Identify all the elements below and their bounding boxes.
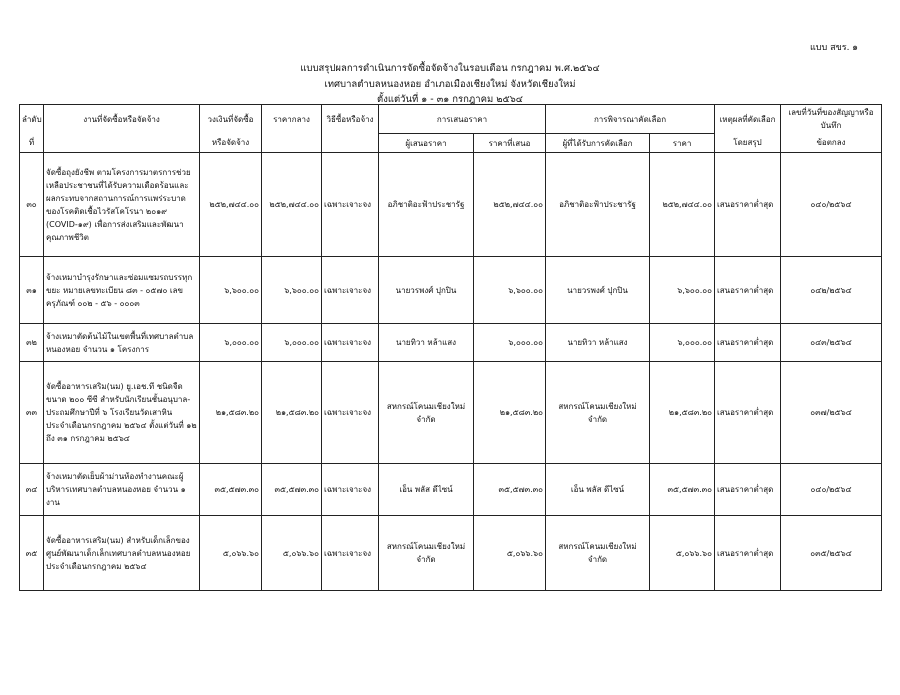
row-contract: ๐๔๒/๒๕๖๔ (781, 257, 882, 324)
table-row (20, 464, 882, 516)
header-reason: เหตุผลที่คัดเลือก (715, 105, 781, 134)
header-offer: การเสนอราคา (379, 105, 546, 134)
row-median: ๕,๐๖๖.๖๐ (262, 516, 322, 591)
row-contract: ๐๔๐/๒๕๖๔ (781, 464, 882, 516)
row-reason: เสนอราคาต่ำสุด (715, 324, 781, 362)
row-contract: ๐๔๓/๒๕๖๔ (781, 324, 882, 362)
form-number: แบบ สขร. ๑ (810, 43, 859, 53)
procurement-table (19, 104, 882, 591)
row-select-name: สหกรณ์โคนมเชียงใหม่ จำกัด (546, 362, 650, 464)
row-median: ๒๕๒,๗๔๔.๐๐ (262, 153, 322, 257)
header-no: ลำดับ (20, 105, 44, 134)
row-select-price: ๖,๐๐๐.๐๐ (650, 324, 715, 362)
report-agency: เทศบาลตำบลหนองหอย อำเภอเมืองเชียงใหม่ จังหวัดเชียงใหม่ (324, 79, 576, 90)
row-select-name: นายวรพงศ์ ปุกปิน (546, 257, 650, 324)
header-method: วิธีซื้อหรือจ้าง (322, 105, 379, 134)
report-period: ตั้งแต่วันที่ ๑ - ๓๑ กรกฎาคม ๒๕๖๔ (377, 94, 523, 105)
header-offer-name: ผู้เสนอราคา (379, 134, 474, 153)
row-offer-price: ๒๕๒,๗๔๔.๐๐ (474, 153, 546, 257)
row-work: จัดซื้ออาหารเสริม(นม) สำหรับเด็กเล็กของศูนย์พัฒนาเด็กเล็กเทศบาลตำบลหนองหอย ประจำเดือนกรกฎาคม ๒๕๖๔ (44, 516, 200, 591)
row-select-price: ๓๕,๕๗๓.๓๐ (650, 464, 715, 516)
row-offer-name: อภิชาติอะฟ้าประชารัฐ (379, 153, 474, 257)
row-median: ๒๑,๕๘๓.๒๐ (262, 362, 322, 464)
row-budget: ๒๑,๕๘๓.๒๐ (200, 362, 262, 464)
row-work: จ้างเหมาบำรุงรักษาและซ่อมแซมรถบรรทุกขยะ หมายเลขทะเบียน ๘๓ - ๐๕๗๐ เลขครุภัณฑ์ ๐๐๒ - ๕๖ - ๐๐๐๓ (44, 257, 200, 324)
header-select-price: ราคา (650, 134, 715, 153)
row-method: เฉพาะเจาะจง (322, 516, 379, 591)
row-select-price: ๒๑,๕๘๓.๒๐ (650, 362, 715, 464)
row-select-price: ๒๕๒,๗๔๔.๐๐ (650, 153, 715, 257)
row-budget: ๓๕,๕๗๓.๓๐ (200, 464, 262, 516)
row-method: เฉพาะเจาะจง (322, 257, 379, 324)
row-work: จ้างเหมาตัดเย็บผ้าม่านห้องทำงานคณะผู้บริหารเทศบาลตำบลหนองหอย จำนวน ๑ งาน (44, 464, 200, 516)
row-select-name: นายทิวา หล้าแสง (546, 324, 650, 362)
row-offer-name: เอ็น พลัส ดีไซน์ (379, 464, 474, 516)
row-median: ๖,๐๐๐.๐๐ (262, 324, 322, 362)
row-no: ๓๕ (20, 516, 44, 591)
header-method-bottom (322, 134, 379, 153)
row-offer-name: นายทิวา หล้าแสง (379, 324, 474, 362)
row-reason: เสนอราคาต่ำสุด (715, 257, 781, 324)
row-contract: ๐๔๐/๒๕๖๔ (781, 153, 882, 257)
row-contract: ๐๓๗/๒๕๖๔ (781, 362, 882, 464)
row-reason: เสนอราคาต่ำสุด (715, 464, 781, 516)
row-method: เฉพาะเจาะจง (322, 153, 379, 257)
header-offer-price: ราคาที่เสนอ (474, 134, 546, 153)
row-no: ๓๔ (20, 464, 44, 516)
row-budget: ๒๕๒,๗๔๔.๐๐ (200, 153, 262, 257)
row-offer-price: ๖,๖๐๐.๐๐ (474, 257, 546, 324)
table-row (20, 362, 882, 464)
row-method: เฉพาะเจาะจง (322, 362, 379, 464)
row-no: ๓๓ (20, 362, 44, 464)
row-offer-price: ๕,๐๖๖.๖๐ (474, 516, 546, 591)
row-no: ๓๒ (20, 324, 44, 362)
row-contract: ๐๓๕/๒๕๖๔ (781, 516, 882, 591)
row-select-name: อภิชาติอะฟ้าประชารัฐ (546, 153, 650, 257)
row-select-name: เอ็น พลัส ดีไซน์ (546, 464, 650, 516)
row-method: เฉพาะเจาะจง (322, 324, 379, 362)
header-budget-bottom: หรือจัดจ้าง (200, 134, 262, 153)
table-row (20, 516, 882, 591)
row-reason: เสนอราคาต่ำสุด (715, 362, 781, 464)
row-work: จัดซื้ออาหารเสริม(นม) ยู.เอช.ที ชนิดจืด ขนาด ๒๐๐ ซีซี สำหรับนักเรียนชั้นอนุบาล-ประถมศึกษาปีที่ ๖ โรงเรียนวัดเสาหิน ประจำเดือนกรกฎาคม ๒๕๖๔ ตั้งแต่วันที่ ๑๒ ถึง ๓๑ กรกฎาคม ๒๕๖๔ (44, 362, 200, 464)
header-median: ราคากลาง (262, 105, 322, 134)
report-title: แบบสรุปผลการดำเนินการจัดซื้อจัดจ้างในรอบเดือน กรกฎาคม พ.ศ.๒๕๖๔ (300, 63, 600, 74)
header-select: การพิจารณาคัดเลือก (546, 105, 715, 134)
header-work-bottom (44, 134, 200, 153)
header-budget: วงเงินที่จัดซื้อ (200, 105, 262, 134)
row-select-name: สหกรณ์โคนมเชียงใหม่ จำกัด (546, 516, 650, 591)
row-work: จัดซื้อถุงยังชีพ ตามโครงการมาตรการช่วยเหลือประชาชนที่ได้รับความเดือดร้อนและผลกระทบจากสถานการณ์การแพร่ระบาดของโรคติดเชื้อไวรัสโคโรนา ๒๐๑๙ (COVID-๑๙) เพื่อการส่งเสริมและพัฒนาคุณภาพชีวิต (44, 153, 200, 257)
row-select-price: ๕,๐๖๖.๖๐ (650, 516, 715, 591)
row-reason: เสนอราคาต่ำสุด (715, 516, 781, 591)
row-budget: ๖,๖๐๐.๐๐ (200, 257, 262, 324)
row-median: ๓๕,๕๗๓.๓๐ (262, 464, 322, 516)
row-offer-price: ๖,๐๐๐.๐๐ (474, 324, 546, 362)
header-work: งานที่จัดซื้อหรือจัดจ้าง (44, 105, 200, 134)
row-offer-price: ๓๕,๕๗๓.๓๐ (474, 464, 546, 516)
header-reason-bottom: โดยสรุป (715, 134, 781, 153)
row-no: ๓๐ (20, 153, 44, 257)
row-method: เฉพาะเจาะจง (322, 464, 379, 516)
row-select-price: ๖,๖๐๐.๐๐ (650, 257, 715, 324)
header-median-bottom (262, 134, 322, 153)
table-row (20, 153, 882, 257)
row-budget: ๖,๐๐๐.๐๐ (200, 324, 262, 362)
row-no: ๓๑ (20, 257, 44, 324)
row-work: จ้างเหมาตัดต้นไม้ในเขตพื้นที่เทศบาลตำบลหนองหอย จำนวน ๑ โครงการ (44, 324, 200, 362)
row-offer-name: นายวรพงศ์ ปุกปิน (379, 257, 474, 324)
table-row (20, 257, 882, 324)
row-reason: เสนอราคาต่ำสุด (715, 153, 781, 257)
header-contract: เลขที่วันที่ของสัญญาหรือบันทึก (781, 105, 882, 134)
row-offer-name: สหกรณ์โคนมเชียงใหม่ จำกัด (379, 516, 474, 591)
row-budget: ๕,๐๖๖.๖๐ (200, 516, 262, 591)
table-row (20, 324, 882, 362)
header-no-bottom: ที่ (20, 134, 44, 153)
header-contract-bottom: ข้อตกลง (781, 134, 882, 153)
row-offer-name: สหกรณ์โคนมเชียงใหม่ จำกัด (379, 362, 474, 464)
row-offer-price: ๒๑,๕๘๓.๒๐ (474, 362, 546, 464)
row-median: ๖,๖๐๐.๐๐ (262, 257, 322, 324)
header-select-name: ผู้ที่ได้รับการคัดเลือก (546, 134, 650, 153)
